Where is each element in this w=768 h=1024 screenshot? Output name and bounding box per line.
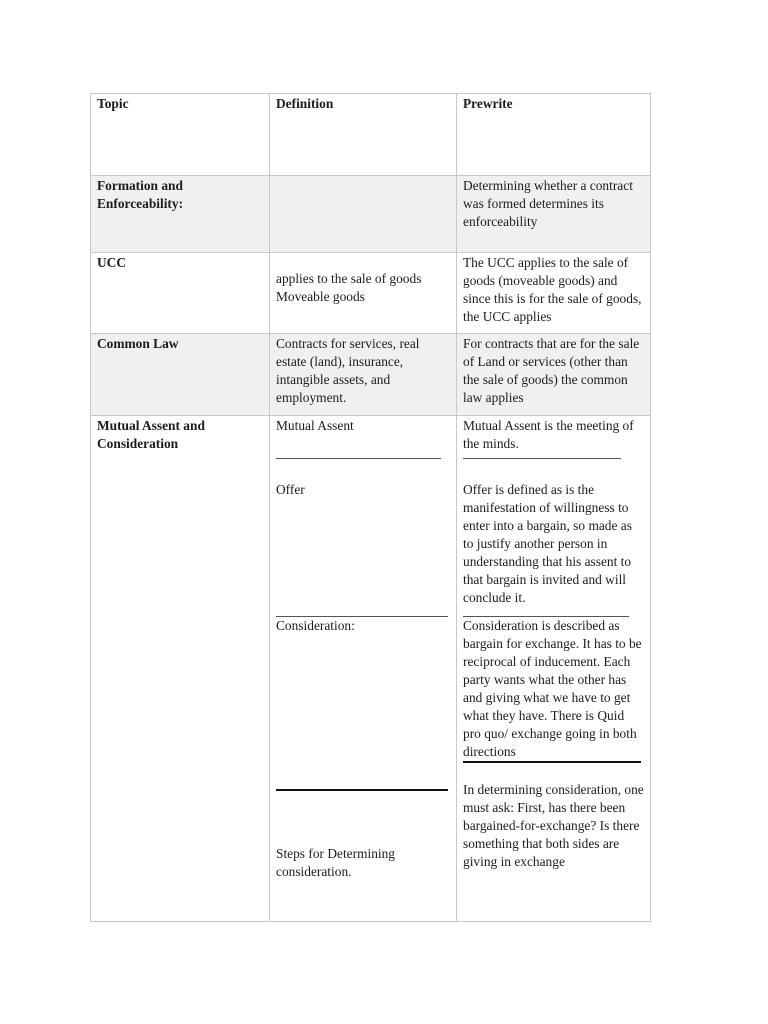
- prewrite-common-law: For contracts that are for the sale of Land or services (other than the sale of goods) the common law applies: [463, 336, 640, 405]
- definition-consideration: Consideration:: [276, 618, 355, 633]
- divider: [463, 458, 621, 459]
- definition-steps: Steps for Determining consideration.: [276, 846, 396, 879]
- header-prewrite-label: Prewrite: [463, 96, 513, 111]
- prewrite-formation: Determining whether a contract was formed determines its enforceability: [463, 178, 633, 229]
- header-definition: [270, 94, 457, 176]
- topic-cell: [91, 253, 270, 334]
- prewrite-cell: [457, 253, 651, 334]
- topic-cell: [91, 334, 270, 416]
- definition-ucc: applies to the sale of goods Moveable goods: [276, 271, 422, 304]
- definition-cell: [270, 416, 457, 922]
- definition-cell: [270, 176, 457, 253]
- definition-cell: [270, 253, 457, 334]
- definition-common-law: Contracts for services, real estate (land), insurance, intangible assets, and employment.: [276, 336, 420, 405]
- topic-cell: [91, 416, 270, 922]
- prewrite-ucc: The UCC applies to the sale of goods (moveable goods) and since this is for the sale of goods, the UCC applies: [463, 255, 642, 324]
- prewrite-consideration: Consideration is described as bargain for exchange. It has to be reciprocal of inducement. Each party wants what the other has and giving what we have to get what they have. There is Quid pro quo/ exchange going in both directions: [463, 618, 642, 759]
- header-topic-label: Topic: [97, 96, 129, 111]
- prewrite-cell: [457, 416, 651, 922]
- table-row: [91, 253, 651, 334]
- outline-table: [90, 93, 651, 922]
- header-topic: [91, 94, 270, 176]
- header-definition-label: Definition: [276, 96, 334, 111]
- prewrite-steps: In determining consideration, one must ask: First, has there been bargained-for-exchange? Is there something that both sides are giving in exchange: [463, 782, 644, 869]
- topic-cell: [91, 176, 270, 253]
- topic-common-law: Common Law: [97, 336, 179, 351]
- table-row: [91, 416, 651, 922]
- prewrite-cell: [457, 334, 651, 416]
- definition-mutual-assent: Mutual Assent: [276, 418, 354, 433]
- table-row: [91, 176, 651, 253]
- prewrite-mutual-assent: Mutual Assent is the meeting of the minds.: [463, 418, 634, 451]
- definition-cell: [270, 334, 457, 416]
- topic-mutual-assent: Mutual Assent and Consideration: [97, 418, 205, 451]
- prewrite-cell: [457, 176, 651, 253]
- topic-formation: Formation and Enforceability:: [97, 178, 184, 211]
- topic-ucc: UCC: [97, 255, 127, 270]
- definition-offer: Offer: [276, 482, 305, 497]
- table-row: [91, 334, 651, 416]
- prewrite-offer: Offer is defined as is the manifestation of willingness to enter into a bargain, so made as to justify another person in understanding that his assent to that bargain is invited and will conclude it.: [463, 482, 632, 605]
- divider: [463, 761, 641, 763]
- divider: [276, 458, 441, 459]
- header-prewrite: [457, 94, 651, 176]
- divider: [276, 789, 448, 791]
- table-header-row: [91, 94, 651, 176]
